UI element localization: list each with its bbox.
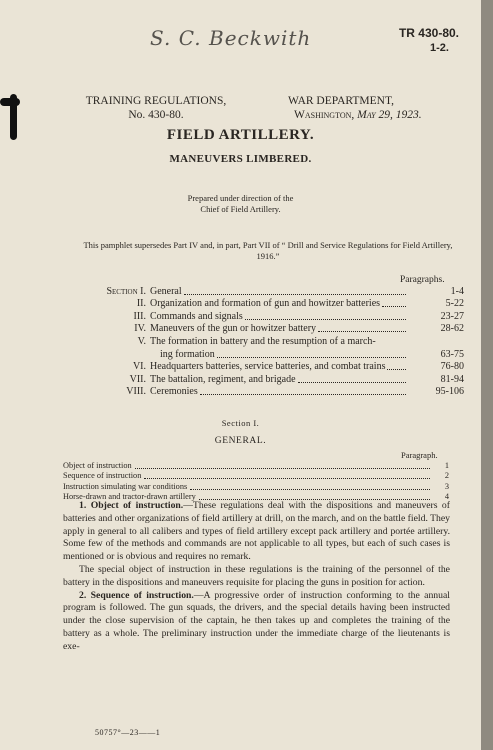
section-contents bbox=[63, 460, 449, 502]
toc-row bbox=[74, 348, 464, 361]
toc-paragraph-range: 5-22 bbox=[445, 298, 464, 310]
toc-section-title: The formation in battery and the resumption of a march- bbox=[150, 335, 376, 347]
toc-section-title: Commands and signals bbox=[150, 310, 243, 322]
paragraph-1b: The special object of instruction in these regulations is the training of the personnel of the battery in the dispositions and maneuvers requisite for placing the guns in position for action. bbox=[63, 563, 450, 588]
toc-section-title: ing formation bbox=[160, 348, 215, 360]
toc-section-title: Headquarters batteries, service batteries, and combat trains bbox=[150, 361, 386, 373]
regulation-series: TRAINING REGULATIONS, bbox=[85, 95, 227, 107]
toc-section-number: VII. bbox=[129, 373, 146, 385]
section-topic: Object of instruction bbox=[63, 460, 132, 470]
toc-row bbox=[74, 285, 464, 298]
paragraph-2-text: —A progressive order of instruction conforming to the annual program is followed. The gun squads, the drivers, and the special details having been instructed under the close supervision of the captain, he then takes up and completes the training of the battery as a whole. The preliminary instruction under the immediate charge of the lieutenants is exe- bbox=[63, 589, 450, 652]
document-code: TR 430-80. bbox=[398, 26, 459, 40]
section-contents-row bbox=[63, 471, 449, 482]
prepared-line-2: Chief of Field Artillery. bbox=[200, 204, 281, 214]
paragraph-2-heading: 2. Sequence of instruction. bbox=[79, 589, 194, 601]
section-topic-paragraph: 1 bbox=[444, 460, 449, 470]
toc-section-title: The battalion, regiment, and brigade bbox=[150, 373, 296, 385]
body-text bbox=[63, 500, 450, 654]
toc-paragraph-range: 95-106 bbox=[435, 386, 464, 398]
document-title: FIELD ARTILLERY. bbox=[166, 127, 315, 143]
toc-section-number: II. bbox=[136, 298, 146, 310]
print-code: 50757°—23——1 bbox=[95, 728, 161, 737]
toc-paragraph-range: 76-80 bbox=[440, 361, 464, 373]
toc-paragraphs-label: Paragraphs. bbox=[400, 275, 445, 285]
paragraph-1-heading: 1. Object of instruction. bbox=[79, 500, 184, 511]
regulation-header bbox=[76, 94, 236, 122]
toc-row bbox=[74, 386, 464, 399]
table-of-contents bbox=[74, 285, 464, 398]
paragraph-1-text: —These regulations deal with the dispositions and maneuvers of batteries and other organizations of field artillery at drill, on the march, and on the battle field. They apply in general to all calibers and types of field artillery except pack artillery and portée artillery. Some few of the methods and commands are not applicable to all types, but each of such cases is mentioned or is obvious and requires no remark. bbox=[63, 500, 451, 563]
toc-row bbox=[74, 310, 464, 323]
toc-paragraph-range: 1-4 bbox=[450, 285, 464, 297]
section-topic: Horse-drawn and tractor-drawn artillery bbox=[63, 492, 196, 501]
document-subtitle: MANEUVERS LIMBERED. bbox=[169, 153, 312, 165]
department-name: WAR DEPARTMENT, bbox=[288, 95, 395, 107]
toc-row bbox=[74, 373, 464, 386]
toc-section-number: Section I. bbox=[106, 285, 146, 297]
toc-row bbox=[74, 361, 464, 374]
prepared-line-1: Prepared under direction of the bbox=[187, 193, 294, 203]
document-pages: 1-2. bbox=[430, 42, 449, 54]
section-paragraph-label: Paragraph. bbox=[401, 450, 438, 460]
section-topic: Sequence of instruction bbox=[63, 471, 142, 480]
section-topic-paragraph: 4 bbox=[444, 492, 449, 501]
handwritten-signature: S. C. Beckwith bbox=[150, 26, 312, 50]
paragraph-2 bbox=[63, 590, 450, 654]
toc-section-title: General bbox=[150, 285, 182, 297]
toc-row bbox=[74, 323, 464, 336]
toc-paragraph-range: 63-75 bbox=[440, 348, 464, 360]
toc-paragraph-range: 23-27 bbox=[440, 310, 464, 322]
section-label: Section I. bbox=[221, 418, 260, 428]
issue-place: Washington, bbox=[294, 109, 355, 121]
section-topic-paragraph: 2 bbox=[444, 471, 449, 480]
toc-section-number: VI. bbox=[132, 361, 146, 373]
toc-section-title: Ceremonies bbox=[150, 386, 198, 398]
paragraph-1 bbox=[63, 500, 450, 564]
toc-section-number: V. bbox=[137, 335, 146, 347]
toc-section-number: VIII. bbox=[126, 386, 146, 398]
toc-row bbox=[74, 298, 464, 311]
department-header bbox=[288, 94, 422, 122]
toc-section-title: Organization and formation of gun and howitzer batteries bbox=[150, 298, 381, 310]
supersedes-note: This pamphlet supersedes Part IV and, in part, Part VII of “ Drill and Service Regulations for Field Artillery, 1916.” bbox=[83, 240, 453, 261]
toc-paragraph-range: 81-94 bbox=[440, 373, 464, 385]
section-contents-row bbox=[63, 481, 449, 492]
toc-section-number: III. bbox=[133, 310, 146, 322]
page-edge bbox=[481, 0, 493, 750]
toc-row bbox=[74, 335, 464, 348]
toc-section-number: IV. bbox=[134, 323, 146, 335]
toc-section-title: Maneuvers of the gun or howitzer battery bbox=[150, 323, 317, 335]
section-title: GENERAL. bbox=[214, 436, 267, 446]
toc-paragraph-range: 28-62 bbox=[440, 323, 464, 335]
section-topic-paragraph: 3 bbox=[444, 481, 449, 491]
issue-place-date bbox=[288, 108, 422, 122]
regulation-number: No. 430-80. bbox=[128, 109, 184, 121]
prepared-note bbox=[0, 193, 481, 215]
section-topic: Instruction simulating war conditions bbox=[63, 481, 188, 491]
issue-date: May 29, 1923. bbox=[357, 109, 422, 121]
section-contents-row bbox=[63, 460, 449, 471]
